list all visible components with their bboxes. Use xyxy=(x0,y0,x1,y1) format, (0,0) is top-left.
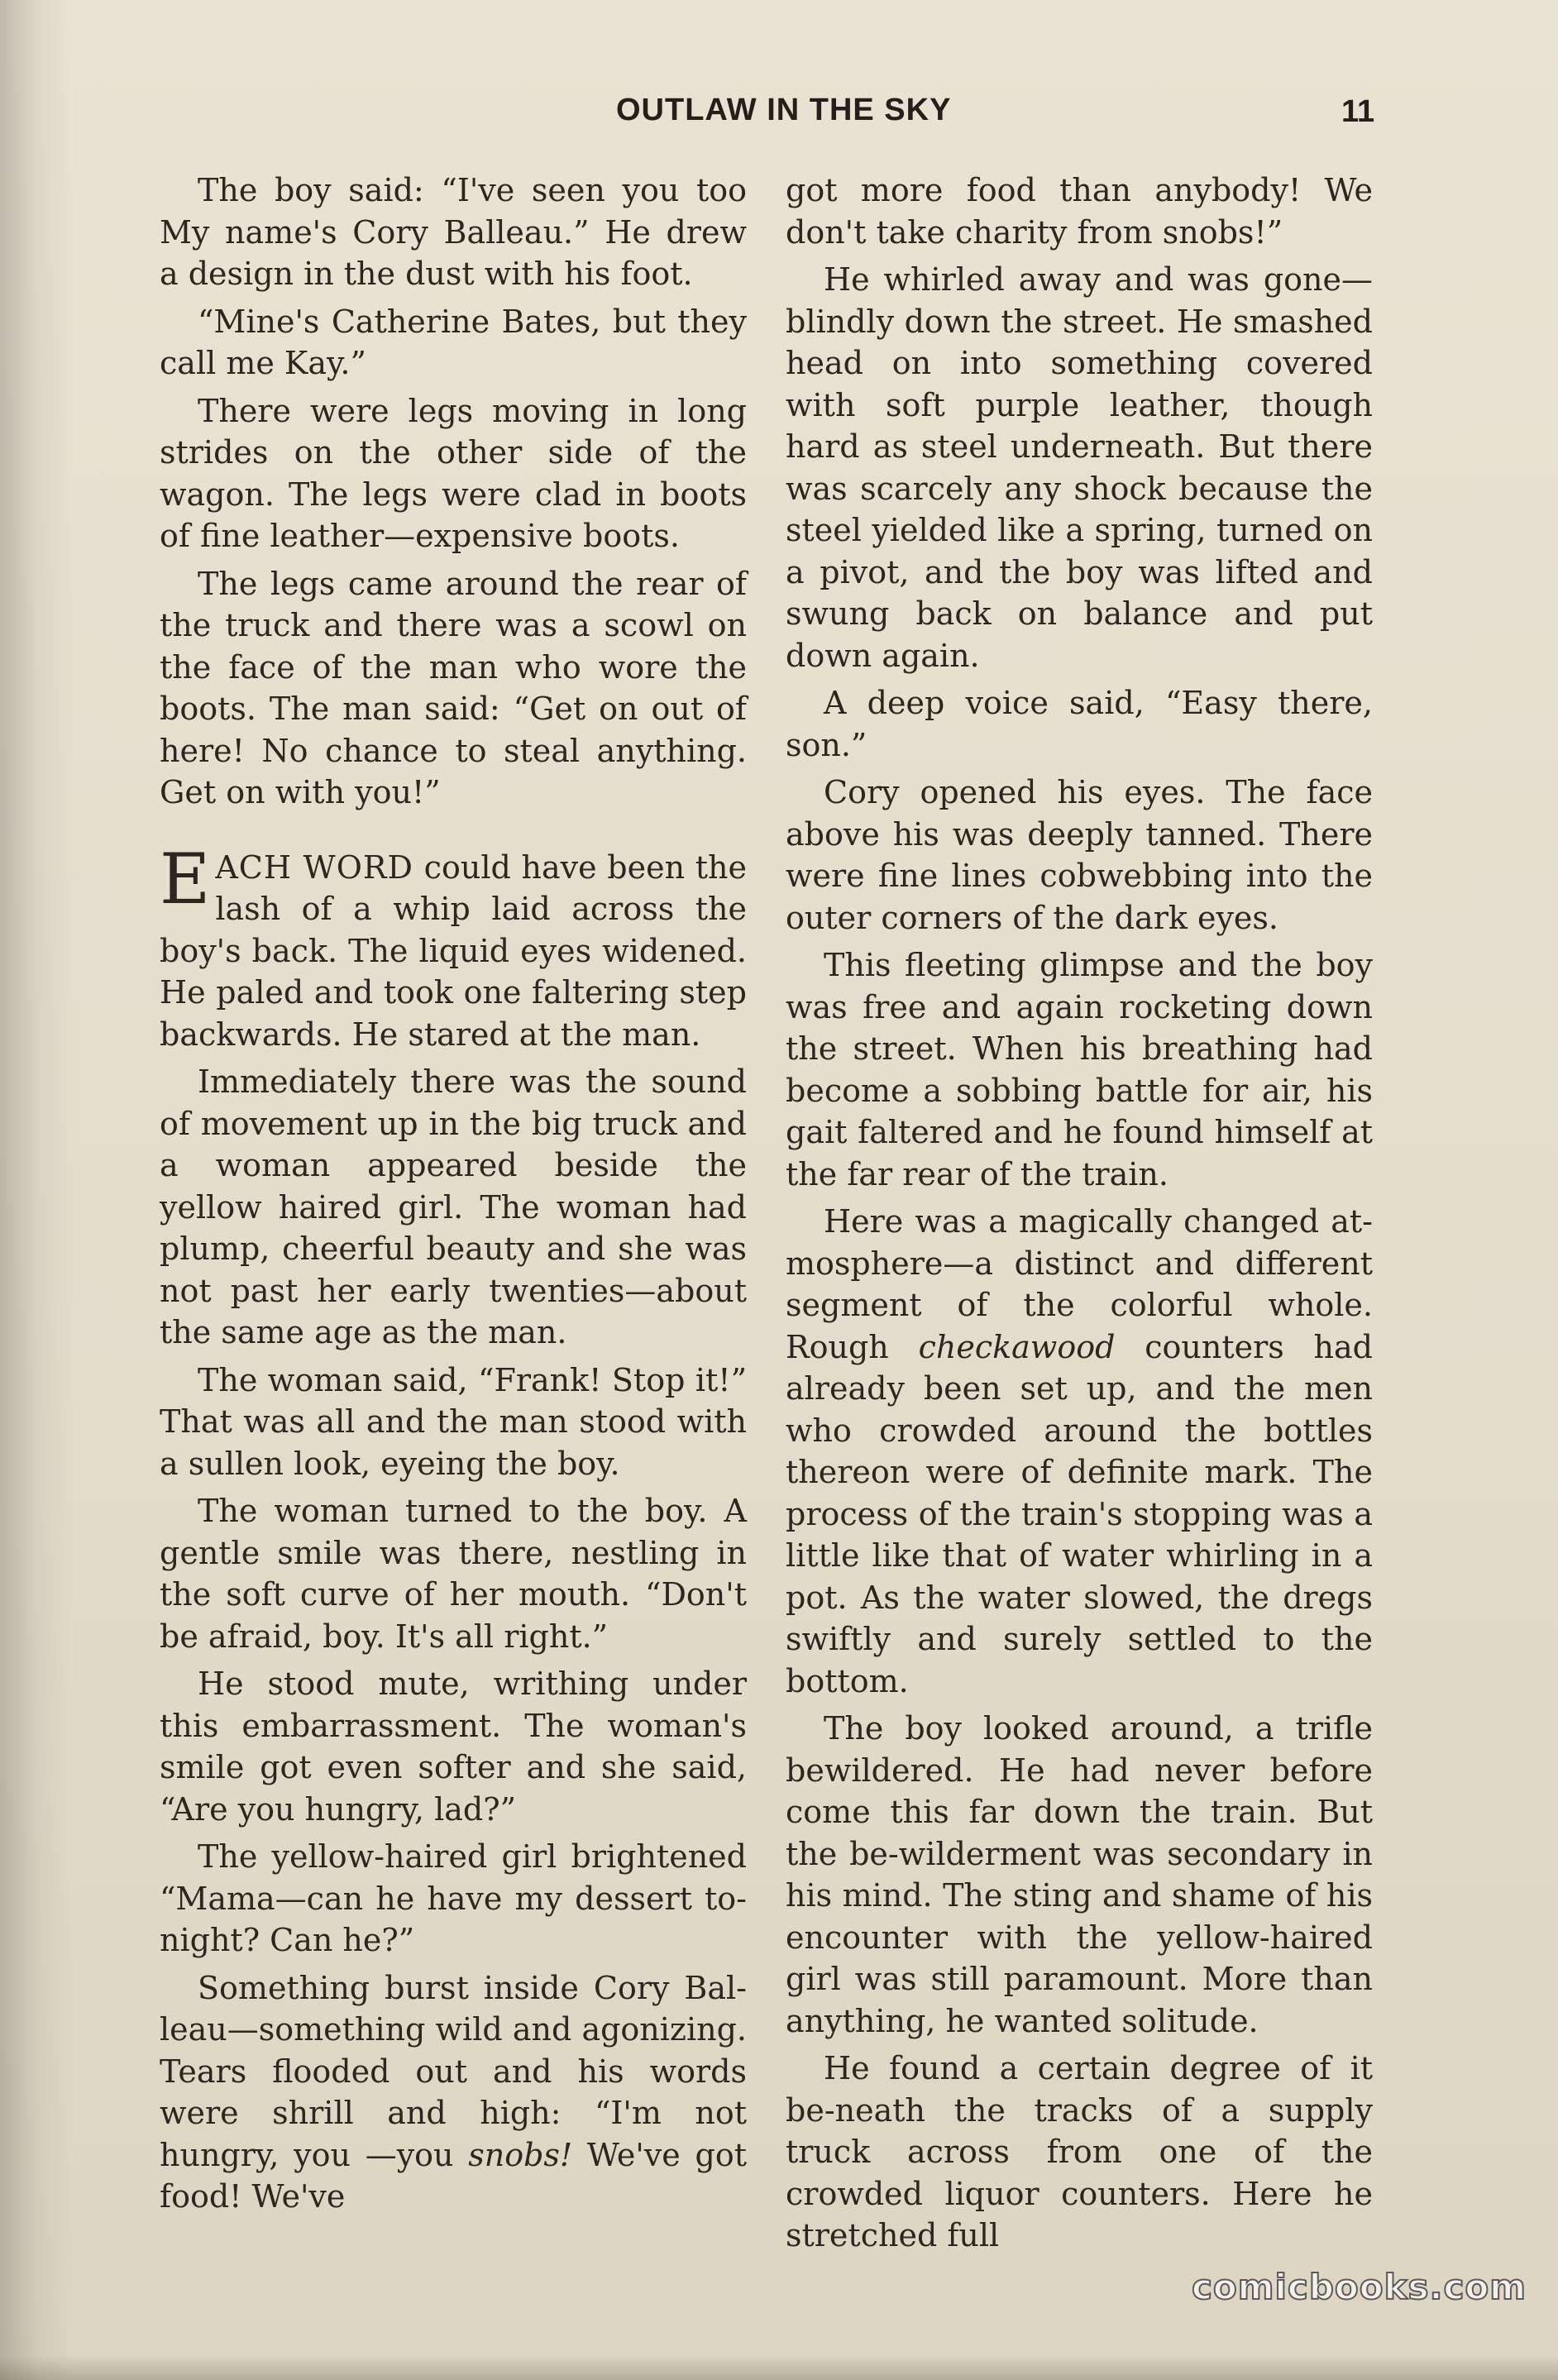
paragraph xyxy=(160,1967,747,2218)
paragraph-text: Here was a magically changed at-mosphere—a distinct and different segment of the colorful whole. Rough xyxy=(786,1203,1373,1365)
paragraph: The yellow-haired girl brightened “Mama—can he have my dessert to-night? Can he?” xyxy=(160,1838,747,1958)
paragraph: The legs came around the rear of the truck and there was a scowl on the face of the man who wore the boots. The man said: “Get on out of here! No chance to steal anything. Get on with you!” xyxy=(160,565,747,810)
paragraph-text: counters had already been set up, and the men who crowded around the bottles thereon were of definite mark. The process of the train's stopping was a little like that of water whirling in a pot. As the water slowed, the dregs swiftly and surely settled to the bottom. xyxy=(786,1328,1373,1699)
running-title: OUTLAW IN THE SKY xyxy=(616,93,952,127)
paragraph-text: We've got food! We've xyxy=(160,2136,747,2215)
paragraph: Immediately there was the sound of movement up in the big truck and a woman appeared beside the yellow haired girl. The woman had plump, cheerful beauty and she was not past her early twenties—about the same age as the man. xyxy=(160,1063,747,1350)
left-text-column xyxy=(160,170,747,2224)
paragraph: He found a certain degree of it be-neath the tracks of a supply truck across from one of the crowded liquor counters. Here he stretched full xyxy=(786,2050,1373,2253)
paragraph-text: could have been the lash of a whip laid across the boy's back. The liquid eyes widened. He paled and took one faltering step backwards. He stared at the man. xyxy=(160,848,747,1053)
page-number: 11 xyxy=(1341,94,1375,129)
paragraph xyxy=(786,1201,1373,1702)
small-caps-lead: ACH WORD xyxy=(215,848,413,886)
section-start-paragraph xyxy=(160,838,747,1056)
paragraph: “Mine's Catherine Bates, but they call me Kay.” xyxy=(160,303,747,381)
italic-emphasis: snobs! xyxy=(468,2136,573,2173)
paragraph: The woman turned to the boy. A gentle smile was there, nestling in the soft curve of her mouth. “Don't be afraid, boy. It's all right.” xyxy=(160,1493,747,1655)
paragraph: The woman said, “Frank! Stop it!” That was all and the man stood with a sullen look, eyeing the boy. xyxy=(160,1361,747,1482)
paragraph: There were legs moving in long strides on the other side of the wagon. The legs were clad in boots of fine leather—expensive boots. xyxy=(160,392,747,554)
page-edge-shadow xyxy=(0,2355,1558,2380)
paragraph: This fleeting glimpse and the boy was free and again rocketing down the street. When his breathing had become a sobbing battle for air, his gait faltered and he found himself at the far rear of the train. xyxy=(786,947,1373,1192)
paragraph-continuation: got more food than anybody! We don't take charity from snobs!” xyxy=(786,172,1373,251)
paragraph: He stood mute, writhing under this embarrassment. The woman's smile got even softer and she said, “Are you hungry, lad?” xyxy=(160,1666,747,1828)
drop-cap: E xyxy=(160,838,211,920)
paragraph: The boy said: “I've seen you too My name's Cory Balleau.” He drew a design in the dust with his foot. xyxy=(160,172,747,292)
paragraph: He whirled away and was gone—blindly down the street. He smashed head on into something covered with soft purple leather, though hard as steel underneath. But there was scarcely any shock because the steel yielded like a spring, turned on a pivot, and the boy was lifted and swung back on balance and put down again. xyxy=(786,261,1373,674)
site-watermark: comicbooks.com xyxy=(1192,2267,1527,2307)
italic-emphasis: checkawood xyxy=(918,1328,1116,1365)
right-text-column xyxy=(786,170,1373,2263)
paragraph-text: Something burst inside Cory Bal-leau—something wild and agonizing. Tears flooded out and his words were shrill and high: “I'm not hungry, you —you xyxy=(160,1969,747,2173)
paragraph: Cory opened his eyes. The face above his was deeply tanned. There were fine lines cobwebbing into the outer corners of the dark eyes. xyxy=(786,774,1373,936)
paragraph: The boy looked around, a trifle bewildered. He had never before come this far down the train. But the be-wilderment was secondary in his mind. The sting and shame of his encounter with the yellow-haired girl was still paramount. More than anything, he wanted solitude. xyxy=(786,1710,1373,2039)
paragraph: A deep voice said, “Easy there, son.” xyxy=(786,685,1373,763)
